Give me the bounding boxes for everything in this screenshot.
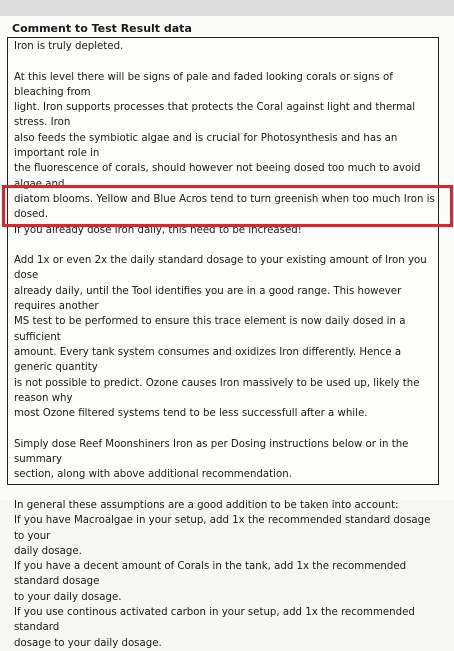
text-line: MS test to be performed to ensure this trace element is now daily dosed in a sufficient [14, 316, 406, 343]
text-line: dosage to your daily dosage. [14, 637, 162, 649]
paragraph-status [14, 39, 438, 54]
text-line: the fluorescence of corals, should however not beeing dosed too much to avoid algae and [14, 163, 421, 190]
text-line: diatom blooms. Yellow and Blue Acros tend to turn greenish when too much Iron is dosed. [14, 193, 435, 221]
text-line: most Ozone filtered systems tend to be less successfull after a while. [14, 408, 368, 420]
text-line: If you have Macroalgae in your setup, add 1x the recommended standard dosage to your [14, 515, 431, 542]
paragraph-instructions [14, 437, 438, 483]
comment-heading: Comment to Test Result data [12, 22, 192, 35]
text-line: In general these assumptions are a good addition to be taken into account: [14, 499, 399, 511]
text-line: already daily, until the Tool identifies you are in a good range. This however requires another [14, 285, 402, 313]
text-line: daily dosage. [14, 545, 82, 557]
text-line: If you use continous activated carbon in your setup, add 1x the recommended standard [14, 606, 415, 634]
text-line: If you have a decent amount of Corals in the tank, add 1x the recommended standard dosage [14, 561, 407, 588]
text-line: also feeds the symbiotic algae and is crucial for Photosynthesis and has an important role in [14, 132, 398, 160]
paragraph-explanation [14, 70, 438, 238]
text-line: section, along with above additional recommendation. [14, 469, 292, 481]
text-line: amount. Every tank system consumes and oxidizes Iron differently. Hence a generic quantity [14, 346, 402, 374]
text-line: At this level there will be signs of pale and faded looking corals or signs of bleaching from [14, 71, 393, 98]
text-line: light. Iron supports processes that protects the Coral against light and thermal stress. Iron [14, 102, 416, 129]
text-line: is not possible to predict. Ozone causes Iron massively to be used up, likely the reason why [14, 377, 420, 404]
comment-content [14, 39, 438, 651]
top-strip [0, 0, 454, 16]
text-line: Add 1x or even 2x the daily standard dosage to your existing amount of Iron you dose [14, 255, 427, 282]
paragraph-dosage [14, 253, 438, 421]
text-line: If you already dose Iron daily, this need to be increased! [14, 224, 302, 236]
paragraph-assumptions [14, 498, 438, 651]
text-line: Iron is truly depleted. [14, 41, 124, 52]
text-line: to your daily dosage. [14, 591, 122, 603]
text-line: Simply dose Reef Moonshiners Iron as per Dosing instructions below or in the summary [14, 438, 409, 466]
